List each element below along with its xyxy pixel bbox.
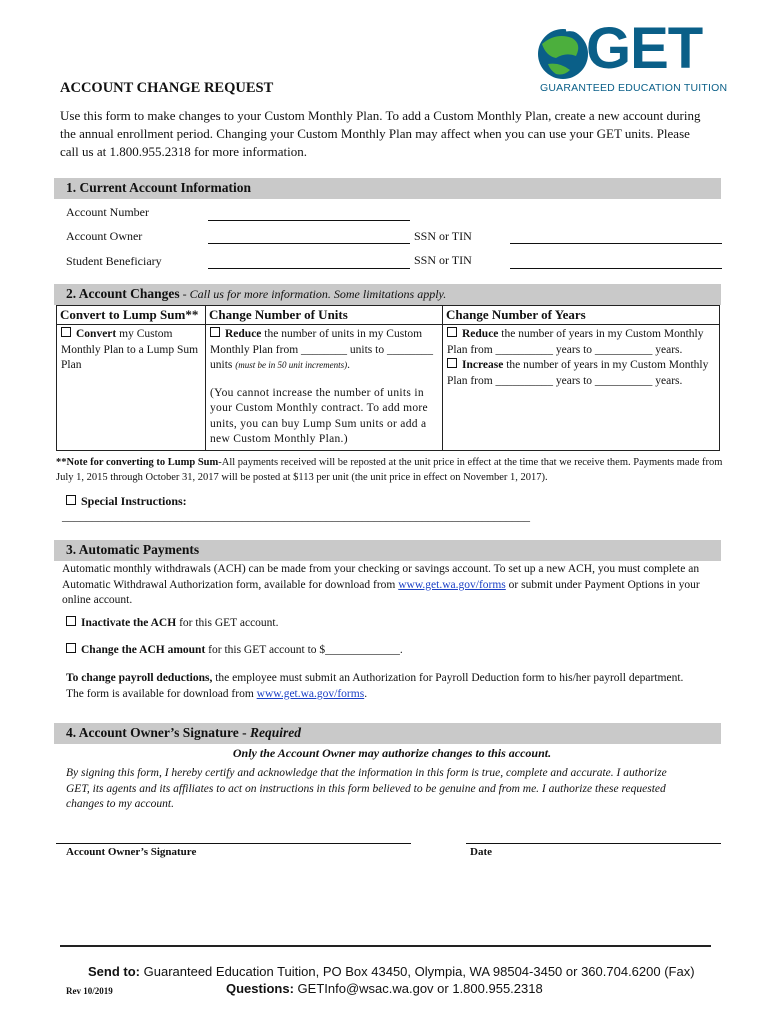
inactivate-ach-text: for this GET account. — [176, 617, 279, 629]
beneficiary-ssn-field[interactable] — [510, 268, 722, 269]
owner-ssn-field[interactable] — [510, 243, 722, 244]
lump-note-bold: **Note for converting to Lump Sum — [56, 457, 219, 468]
special-instructions-checkbox[interactable] — [66, 495, 76, 505]
inactivate-ach-row — [66, 616, 279, 632]
lump-sum-note — [56, 455, 724, 485]
ach-paragraph — [62, 562, 702, 609]
change-ach-text: for this GET account to $_____________. — [205, 644, 403, 656]
section-2-heading — [66, 286, 446, 302]
section-2-note: - Call us for more information. Some limitations apply. — [179, 287, 447, 301]
section-4-title: 4. Account Owner’s Signature - — [66, 725, 250, 740]
increase-years-bold: Increase — [462, 359, 504, 371]
increase-years-checkbox[interactable] — [447, 358, 457, 368]
reduce-years-bold: Reduce — [462, 328, 499, 340]
get-logo — [536, 16, 728, 96]
reduce-years-checkbox[interactable] — [447, 327, 457, 337]
account-changes-table — [56, 305, 720, 451]
change-ach-row — [66, 643, 403, 659]
inactivate-ach-checkbox[interactable] — [66, 616, 76, 626]
questions-label: Questions: — [226, 981, 294, 996]
form-title: ACCOUNT CHANGE REQUEST — [60, 80, 274, 96]
reduce-units-small: (must be in 50 unit increments) — [235, 360, 348, 370]
payroll-bold: To change payroll deductions, — [66, 672, 213, 684]
change-ach-checkbox[interactable] — [66, 643, 76, 653]
only-owner-text: Only the Account Owner may authorize changes to this account. — [232, 746, 552, 760]
account-number-field[interactable] — [208, 220, 410, 221]
convert-checkbox[interactable] — [61, 327, 71, 337]
special-instructions-line[interactable]: ______________________________________________________________________________ — [62, 509, 530, 523]
section-3-title: 3. Automatic Payments — [66, 542, 200, 557]
reduce-units-text: the number of units in my Custom Monthly Plan from ________ units to ________ units — [210, 328, 433, 371]
payroll-end: . — [364, 687, 368, 700]
units-cell: Reduce the number of units in my Custom Monthly Plan from ________ units to ________ units (must be in 50 unit increments). (You cannot increase the number of units in your Custom Monthly contract. To add more units, you can buy Lump Sum units or add a new Custom Monthly Plan.) — [206, 325, 443, 451]
signature-line[interactable] — [56, 843, 411, 844]
years-cell — [443, 325, 720, 451]
only-owner-note — [0, 746, 770, 761]
intro-text: Use this form to make changes to your Custom Monthly Plan. To add a Custom Monthly Plan, create a new account during the annual enrollment period. Changing your Custom Monthly Plan may affect when you can use your GET units. Please call us at 1.800.955.2318 for more information. — [60, 108, 701, 159]
change-ach-bold: Change the ACH amount — [81, 644, 206, 656]
account-owner-label: Account Owner — [66, 229, 143, 243]
send-to-row — [88, 964, 695, 979]
reduce-units-bold: Reduce — [225, 328, 262, 340]
special-instructions-label: Special Instructions: — [81, 494, 187, 508]
send-to-label: Send to: — [88, 964, 140, 979]
convert-text: my Custom Monthly Plan to a Lump Sum Plan — [61, 328, 199, 371]
section-1-title: 1. Current Account Information — [66, 180, 251, 195]
increase-years-text: the number of years in my Custom Monthly Plan from __________ years to __________ years. — [447, 359, 709, 387]
account-number-label: Account Number — [66, 205, 149, 219]
convert-bold: Convert — [76, 328, 117, 340]
special-instructions — [66, 494, 187, 509]
section-2-title: 2. Account Changes — [66, 286, 180, 301]
date-label: Date — [470, 846, 492, 858]
reduce-years-text: the number of years in my Custom Monthly Plan from __________ years to __________ years. — [447, 328, 704, 356]
inactivate-ach-bold: Inactivate the ACH — [81, 617, 177, 629]
account-owner-field[interactable] — [208, 243, 410, 244]
ach-text-2: or submit under Payment Options in your online account. — [62, 578, 700, 606]
logo-tagline: GUARANTEED EDUCATION TUITION — [540, 82, 728, 94]
reduce-units-checkbox[interactable] — [210, 327, 220, 337]
signature-label: Account Owner’s Signature — [66, 846, 197, 858]
header-convert: Convert to Lump Sum** — [57, 306, 206, 325]
footer-rule — [60, 945, 711, 947]
lump-note-text: -All payments received will be reposted at the unit price in effect at the time that we receive them. Payments made from July 1, 2015 through October 31, 2017 will be posted at $113 per unit (the unit price in effect on November 1, 2017). — [56, 457, 723, 483]
questions-row — [226, 981, 543, 996]
owner-ssn-label: SSN or TIN — [414, 229, 472, 243]
certify-text: By signing this form, I hereby certify and acknowledge that the information in this form is true, complete and accurate. I authorize GET, its agents and its affiliates to act on instructions in this form believed to be genuine and from me. I authorize these requested changes to my account. — [66, 767, 667, 810]
payroll-text: the employee must submit an Authorization for Payroll Deduction form to his/her payroll department. The form is available for download from — [66, 672, 684, 700]
forms-link-2[interactable]: www.get.wa.gov/forms — [256, 687, 365, 700]
send-to-text: Guaranteed Education Tuition, PO Box 43450, Olympia, WA 98504-3450 or 360.704.6200 (Fax) — [143, 964, 695, 979]
forms-link-1[interactable]: www.get.wa.gov/forms — [398, 578, 506, 591]
section-4-required: Required — [250, 725, 302, 740]
revision-label: Rev 10/2019 — [66, 986, 113, 996]
units-note: (You cannot increase the number of units in your Custom Monthly contract. To add more units, you can buy Lump Sum units or add a new Custom Monthly Plan.) — [210, 386, 428, 445]
globe-icon — [536, 26, 590, 82]
questions-text: GETInfo@wsac.wa.gov or 1.800.955.2318 — [297, 981, 543, 996]
beneficiary-ssn-label: SSN or TIN — [414, 253, 472, 267]
header-units: Change Number of Units — [206, 306, 443, 325]
student-beneficiary-field[interactable] — [208, 268, 410, 269]
header-years: Change Number of Years — [443, 306, 720, 325]
convert-cell — [57, 325, 206, 451]
student-beneficiary-label: Student Beneficiary — [66, 254, 162, 268]
date-line[interactable] — [466, 843, 721, 844]
payroll-paragraph — [66, 671, 702, 702]
ach-text-1: Automatic monthly withdrawals (ACH) can be made from your checking or savings account. To set up a new ACH, you must complete an Automatic Withdrawal Authorization form, available for download from — [62, 563, 700, 591]
section-4-heading — [66, 725, 301, 741]
logo-wordmark: GET — [586, 16, 703, 81]
